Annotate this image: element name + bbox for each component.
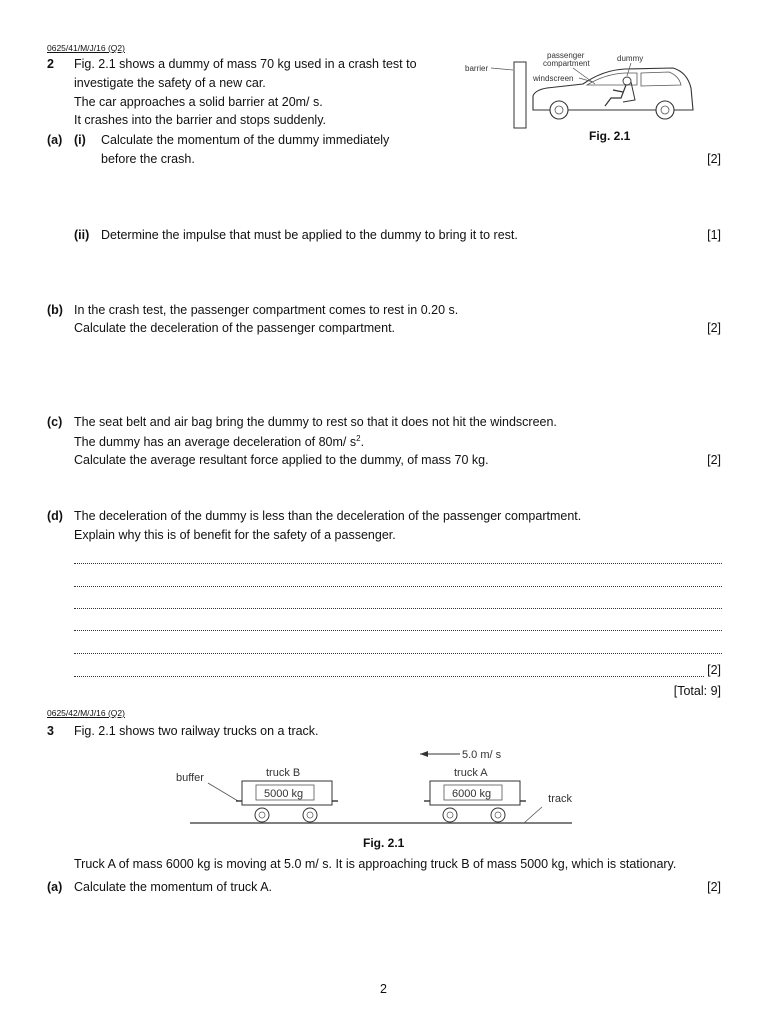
q2-part-c-text-2: The dummy has an average deceleration of 80m/ $s^2$.	[74, 434, 365, 450]
q2-part-c-marks: [2]	[707, 453, 721, 467]
q2-intro-line-4: It crashes into the barrier and stops suddenly.	[74, 113, 326, 127]
q3-stem: Truck A of mass 6000 kg is moving at 5.0 m/ s. It is approaching truck B of mass 5000 kg, which is stationary.	[74, 857, 677, 871]
q2-part-c-label: (c)	[47, 415, 63, 429]
answer-line-6[interactable]	[74, 676, 704, 677]
q2-part-ai-text-1: Calculate the momentum of the dummy immediately	[101, 133, 390, 147]
speed-label: 5.0 m/ s	[462, 749, 502, 761]
q3-part-a-label: (a)	[47, 880, 63, 894]
q2-part-ai-text-2: before the crash.	[101, 152, 195, 166]
crash-test-figure	[455, 48, 715, 133]
q2-part-aii-label: (ii)	[74, 228, 90, 242]
dummy-head	[623, 77, 631, 85]
q3-number: 3	[47, 724, 54, 738]
q3-part-a-text: Calculate the momentum of truck A.	[74, 880, 273, 894]
q2-part-b-text-2: Calculate the deceleration of the passenger compartment.	[74, 321, 396, 335]
q3-part-a-marks: [2]	[707, 880, 721, 894]
front-wheel	[550, 101, 568, 119]
q2-part-a-label: (a)	[47, 133, 63, 147]
q2-part-b-marks: [2]	[707, 321, 721, 335]
track-label: track	[548, 793, 572, 805]
compartment-label: passenger compartment	[543, 51, 590, 68]
page-number: 2	[380, 982, 387, 996]
q2-source-code: 0625/41/M/J/16 (Q2)	[47, 43, 125, 53]
barrier-shape	[514, 62, 526, 128]
q2-part-d-text-2: Explain why this is of benefit for the safety of a passenger.	[74, 528, 396, 542]
q2-figure-caption: Fig. 2.1	[589, 129, 631, 143]
q2-part-aii-text: Determine the impulse that must be applied to the dummy to bring it to rest.	[101, 228, 518, 242]
truck-a-label: truck A	[454, 767, 488, 779]
q2-part-aii-marks: [1]	[707, 228, 721, 242]
q2-intro-line-1: Fig. 2.1 shows a dummy of mass 70 kg used in a crash test to	[74, 57, 417, 71]
answer-line-4[interactable]	[74, 630, 722, 631]
q2-total-marks: [Total: 9]	[673, 684, 721, 698]
q2-part-d-marks: [2]	[707, 663, 721, 677]
q2-intro-line-2: investigate the safety of a new car.	[74, 76, 266, 90]
rear-wheel	[656, 101, 674, 119]
q2-part-c-text-3: Calculate the average resultant force applied to the dummy, of mass 70 kg.	[74, 453, 489, 467]
q2-part-d-label: (d)	[47, 509, 63, 523]
truck-a-mass: 6000 kg	[452, 788, 492, 800]
answer-line-2[interactable]	[74, 586, 722, 587]
truck-b-label: truck B	[266, 767, 301, 779]
truck-b-mass: 5000 kg	[264, 788, 304, 800]
barrier-label: barrier	[465, 64, 489, 73]
q2-part-b-label: (b)	[47, 303, 63, 317]
q2-intro-line-3: The car approaches a solid barrier at 20m/ s.	[74, 95, 323, 109]
q3-intro: Fig. 2.1 shows two railway trucks on a track.	[74, 724, 319, 738]
q2-part-b-text-1: In the crash test, the passenger compartment comes to rest in 0.20 s.	[74, 303, 459, 317]
answer-line-5[interactable]	[74, 653, 722, 654]
q2-part-c-text-1: The seat belt and air bag bring the dummy to rest so that it does not hit the windscreen.	[74, 415, 557, 429]
q3-source-code: 0625/42/M/J/16 (Q2)	[47, 708, 125, 718]
q2-part-d-text-1: The deceleration of the dummy is less than the deceleration of the passenger compartment.	[74, 509, 582, 523]
q2-part-ai-marks: [2]	[707, 152, 721, 166]
answer-line-1[interactable]	[74, 563, 722, 564]
dummy-label: dummy	[617, 54, 644, 63]
buffer-label: buffer	[176, 772, 204, 784]
answer-line-3[interactable]	[74, 608, 722, 609]
q2-part-ai-label: (i)	[74, 133, 86, 147]
windscreen-label: windscreen	[533, 74, 574, 83]
q2-number: 2	[47, 57, 54, 71]
railway-trucks-figure	[176, 745, 580, 827]
q3-figure-caption: Fig. 2.1	[363, 836, 405, 850]
